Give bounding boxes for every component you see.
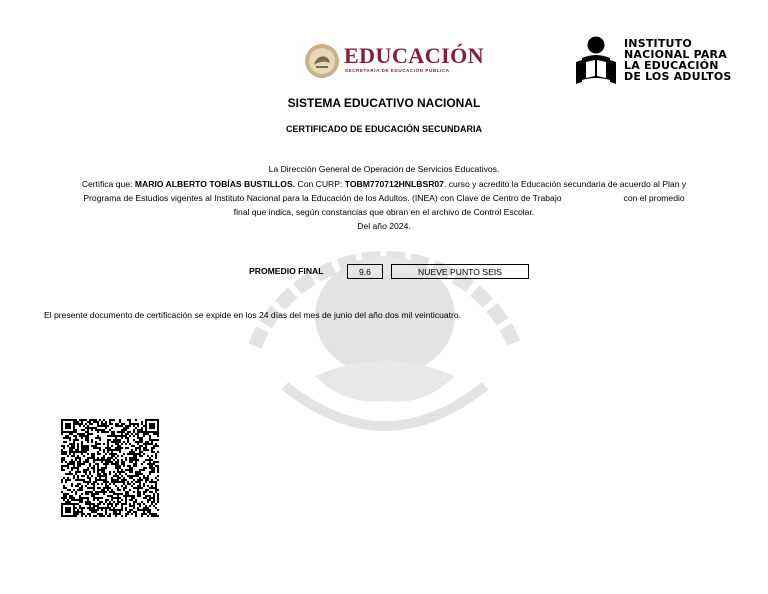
grade-value: 9.6 <box>347 264 383 279</box>
program-line <box>0 192 768 205</box>
certifies-line <box>0 178 768 191</box>
year-line: Del año 2024. <box>357 221 411 231</box>
expedition-statement: El presente documento de certificación se expide en los 24 días del mes de junio del año dos mil veinticuatro. <box>44 310 462 320</box>
inea-line: NACIONAL PARA <box>624 48 727 61</box>
student-name: MARIO ALBERTO TOBÍAS BUSTILLOS. <box>134 179 296 189</box>
qr-code <box>61 419 159 517</box>
inea-logo <box>574 36 744 88</box>
certifies-rest: . curso y acredito la Educación secundaria de acuerdo al Plan y <box>443 179 687 189</box>
average-text: con el promedio <box>623 193 685 203</box>
records-line: final que indica, según constancias que obran en el archivo de Control Escolar. <box>233 207 535 217</box>
inea-name <box>624 38 732 82</box>
certifica-prefix: Certifica que: <box>81 179 135 189</box>
sep-subtitle: SECRETARÍA DE EDUCACIÓN PÚBLICA <box>345 68 450 73</box>
reading-person-icon <box>574 36 618 88</box>
program-text: Programa de Estudios vigentes al Instituto Nacional para la Educación de los Adultos. (INEA) con Clave de Centro de Trabajo <box>83 193 562 203</box>
document-title: SISTEMA EDUCATIVO NACIONAL <box>287 96 481 110</box>
curp-value: TOBM770712HNLBSR07 <box>344 179 444 189</box>
curp-prefix: Con CURP: <box>295 179 345 189</box>
certificate-title: CERTIFICADO DE EDUCACIÓN SECUNDARIA <box>285 124 482 134</box>
sep-wordmark: EDUCACIÓN <box>344 43 485 68</box>
inea-line: LA EDUCACIÓN <box>624 59 719 72</box>
inea-line: DE LOS ADULTOS <box>624 70 732 83</box>
sep-logo <box>304 41 485 81</box>
mexico-seal-icon <box>304 43 340 79</box>
grade-words: NUEVE PUNTO SEIS <box>391 264 529 279</box>
issuer-line: La Dirección General de Operación de Servicios Educativos. <box>268 164 500 174</box>
grade-label: PROMEDIO FINAL <box>249 266 324 276</box>
inea-line: INSTITUTO <box>624 37 692 50</box>
